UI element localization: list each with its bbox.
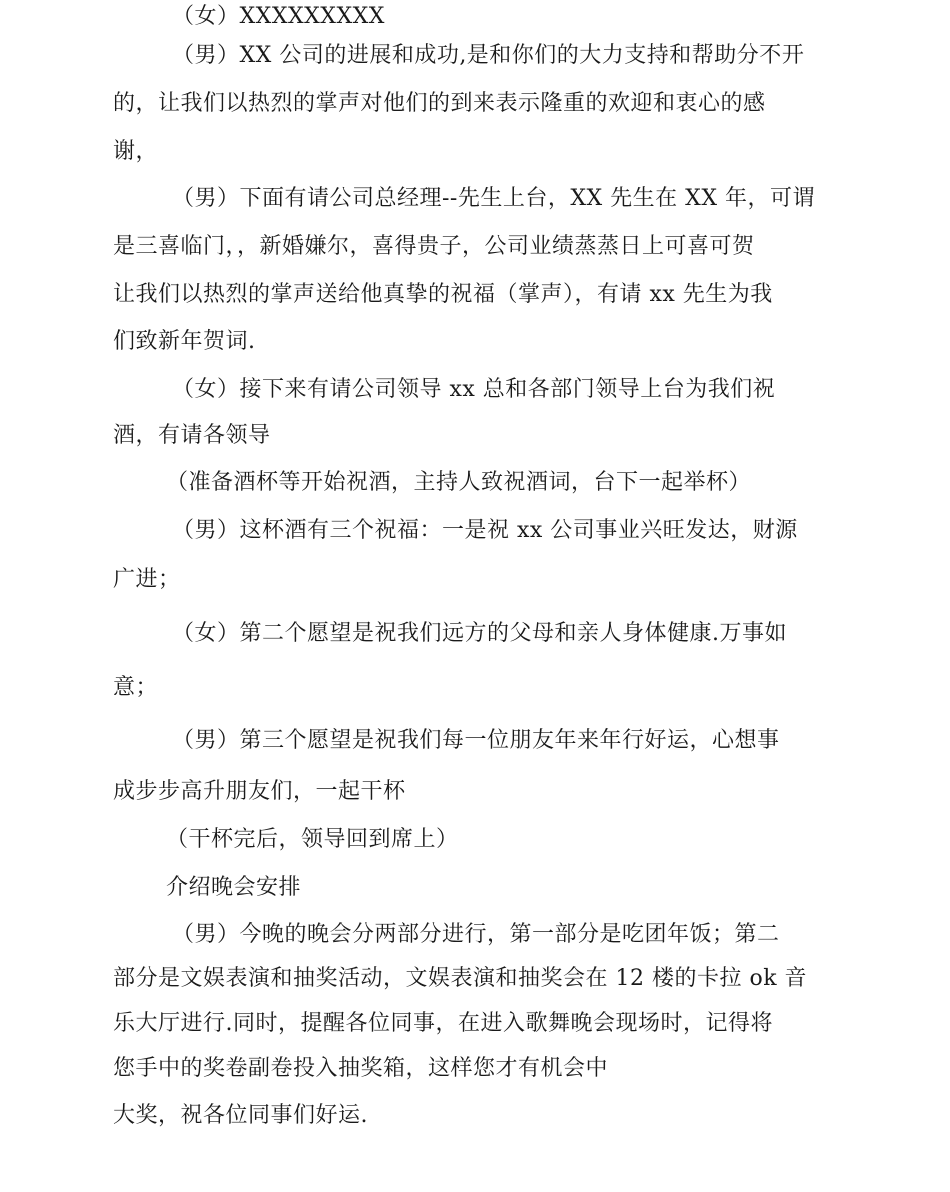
text-line: （男）第三个愿望是祝我们每一位朋友年来年行好运，心想事 [172,728,780,753]
text-line: 广进； [113,567,181,592]
text-line: （男）今晚的晚会分两部分进行，第一部分是吃团年饭；第二 [172,922,780,947]
text-line: （女）接下来有请公司领导 xx 总和各部门领导上台为我们祝 [172,377,776,402]
text-line: （男）下面有请公司总经理--先生上台，XX 先生在 XX 年，可谓 [172,186,815,211]
text-line: 您手中的奖卷副卷投入抽奖箱，这样您才有机会中 [113,1056,609,1081]
text-line: 让我们以热烈的掌声送给他真挚的祝福（掌声），有请 xx 先生为我 [113,282,773,307]
text-line: 部分是文娱表演和抽奖活动，文娱表演和抽奖会在 12 楼的卡拉 ok 音 [113,966,808,991]
text-line: （干杯完后，领导回到席上） [166,827,459,852]
text-line: （男）XX 公司的进展和成功,是和你们的大力支持和帮助分不开 [172,43,805,68]
text-line: 是三喜临门，，新婚嫌尔，喜得贵子，公司业绩蒸蒸日上可喜可贺 [113,234,755,259]
text-line: （男）这杯酒有三个祝福：一是祝 xx 公司事业兴旺发达，财源 [172,518,798,543]
text-line: 成步步高升朋友们，一起干杯 [113,779,406,804]
text-line: 的，让我们以热烈的掌声对他们的到来表示隆重的欢迎和衷心的感 [113,91,766,116]
text-line: （女）第二个愿望是祝我们远方的父母和亲人身体健康.万事如 [172,621,787,646]
text-line: 们致新年贺词. [113,329,256,354]
section-heading: 介绍晚会安排 [166,875,302,900]
text-line: （准备酒杯等开始祝酒，主持人致祝酒词，台下一起举杯） [166,470,752,495]
text-line: （女）XXXXXXXXX [172,4,385,29]
text-line: 意； [113,675,159,700]
text-line: 乐大厅进行.同时，提醒各位同事，在进入歌舞晚会现场时，记得将 [113,1011,773,1036]
text-line: 酒，有请各领导 [113,423,271,448]
text-line: 谢， [113,139,159,164]
text-line: 大奖，祝各位同事们好运. [113,1103,368,1128]
